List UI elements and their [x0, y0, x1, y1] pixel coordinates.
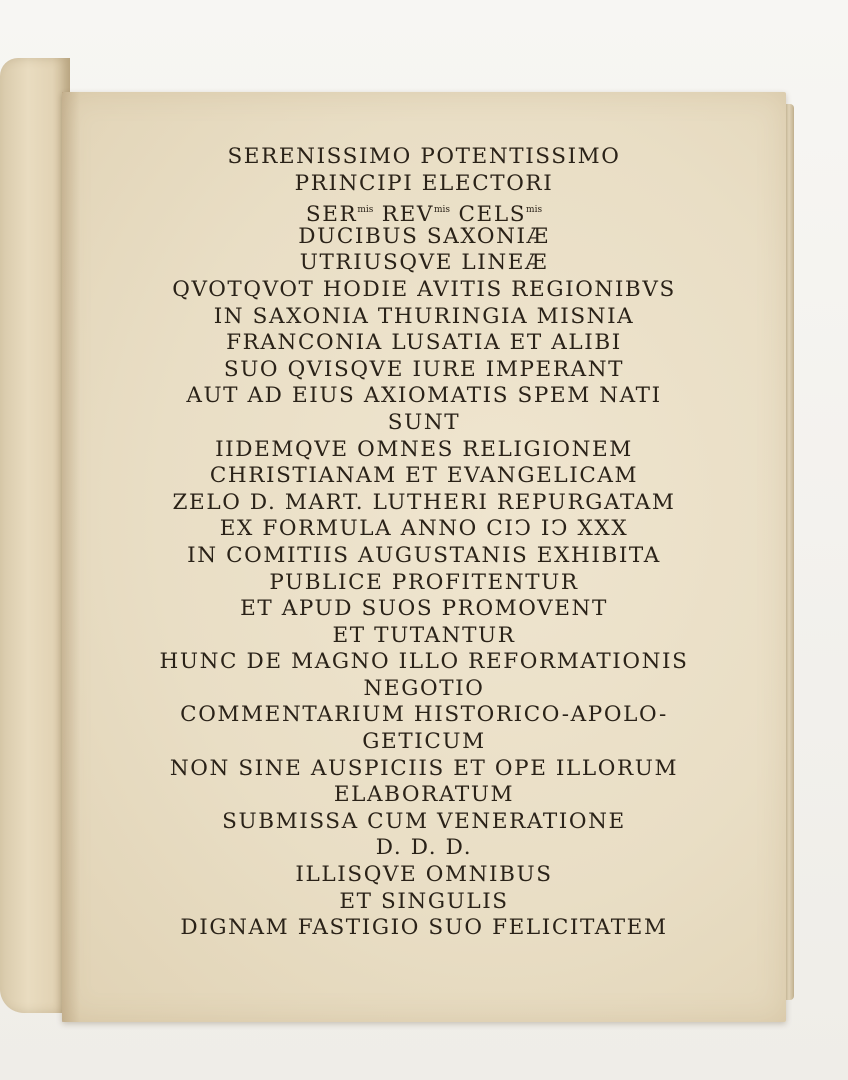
dedication-line-26: SUBMISSA CUM VENERATIONE — [222, 808, 626, 834]
dedication-line-8: FRANCONIA LUSATIA ET ALIBI — [226, 330, 622, 356]
dedication-line-6: QVOTQVOT HODIE AVITIS REGIONIBVS — [172, 276, 676, 302]
dedication-line-15: EX FORMULA ANNO CIↃ IↃ XXX — [219, 516, 629, 542]
dedication-line-24: NON SINE AUSPICIIS ET OPE ILLORUM — [169, 755, 679, 781]
dedication-line-2: PRINCIPI ELECTORI — [294, 170, 554, 196]
dedication-line-13: CHRISTIANAM ET EVANGELICAM — [209, 463, 639, 489]
facing-page-left — [0, 58, 70, 1013]
dedication-line-28: ILLISQVE OMNIBUS — [295, 862, 553, 888]
dedication-line-29: ET SINGULIS — [339, 888, 509, 914]
book-page — [62, 92, 786, 1022]
dedication-line-20: HUNC DE MAGNO ILLO REFORMATIONIS — [159, 649, 689, 675]
dedication-text — [62, 144, 786, 942]
dedication-line-7: IN SAXONIA THURINGIA MISNIA — [213, 303, 635, 329]
title-rev-sup: mis — [434, 205, 451, 216]
dedication-line-19: ET TUTANTUR — [332, 622, 516, 648]
dedication-line-9: SUO QVISQVE IURE IMPERANT — [223, 356, 625, 382]
dedication-line-23: GETICUM — [362, 729, 486, 755]
dedication-line-27: D. D. D. — [375, 835, 473, 861]
dedication-line-5: UTRIUSQVE LINEÆ — [299, 250, 549, 276]
dedication-line-10: AUT AD EIUS AXIOMATIS SPEM NATI — [186, 383, 662, 409]
dedication-line-3-titles — [62, 197, 786, 228]
dedication-line-25: ELABORATUM — [333, 782, 515, 808]
dedication-line-21: NEGOTIO — [363, 675, 485, 701]
dedication-line-11: SUNT — [387, 409, 461, 435]
dedication-line-22: COMMENTARIUM HISTORICO-APOLO- — [180, 702, 668, 728]
title-rev: REV — [381, 202, 435, 228]
title-cels-sup: mis — [526, 205, 543, 216]
title-ser-sup: mis — [357, 205, 374, 216]
dedication-line-16: IN COMITIIS AUGUSTANIS EXHIBITA — [187, 542, 661, 568]
dedication-line-30: DIGNAM FASTIGIO SUO FELICITATEM — [180, 915, 668, 941]
dedication-line-17: PUBLICE PROFITENTUR — [269, 569, 579, 595]
title-cels: CELS — [458, 202, 527, 228]
title-ser: SER — [305, 202, 358, 228]
dedication-line-18: ET APUD SUOS PROMOVENT — [240, 596, 608, 622]
dedication-line-14: ZELO D. MART. LUTHERI REPURGATAM — [172, 489, 676, 515]
dedication-line-4: DUCIBUS SAXONIÆ — [298, 223, 550, 249]
dedication-line-12: IIDEMQVE OMNES RELIGIONEM — [215, 436, 633, 462]
dedication-line-1: SERENISSIMO POTENTISSIMO — [227, 144, 621, 169]
